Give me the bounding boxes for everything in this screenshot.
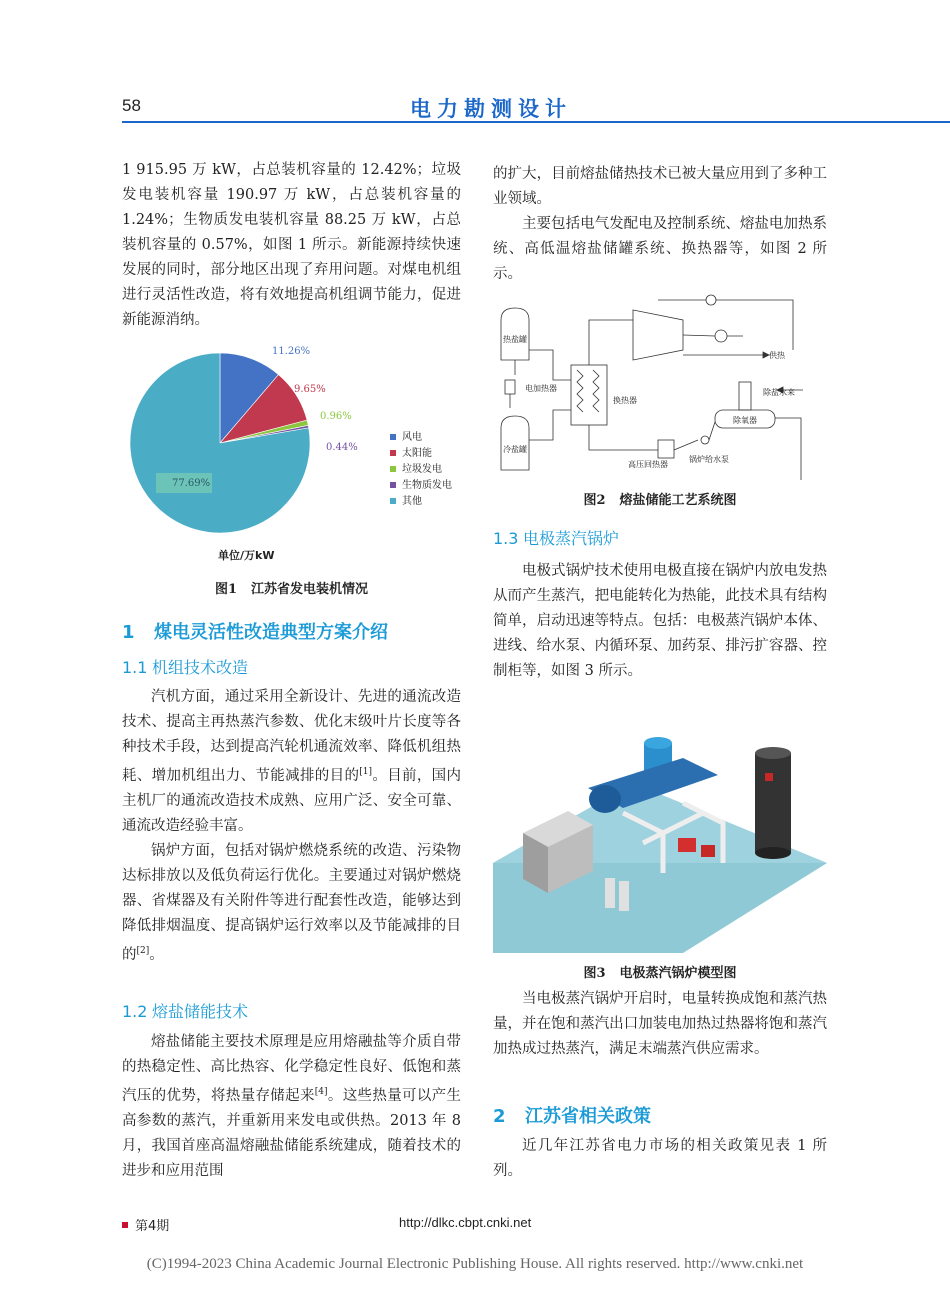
chart-unit: 单位/万kW [218,549,275,562]
section-1-1-body [122,685,461,968]
hot-tank-label: 热盐罐 [503,335,527,344]
cold-tank-shape [501,416,529,470]
hp-heater-shape [658,440,674,458]
section-1-3-heading [493,526,619,549]
paragraph-electrode: 电极式锅炉技术使用电极直接在锅炉内放电发热从而产生蒸汽，把电能转化为热能，此技术具有结构简单，启动迅速等特点。包括：电极蒸汽锅炉本体、进线、给水泵、内循环泵、加药泵、排污扩容器、控制柜等，如图 3 所示。 [493,563,827,679]
issue-number: 第4期 [135,1219,170,1234]
data-label: 11.26% [272,346,311,357]
boiler-column [755,753,791,853]
pipe [683,335,743,336]
copyright-notice: (C)1994-2023 China Academic Journal Electronic Publishing House. All rights reserved. http://www.cnki.net [146,1256,804,1272]
paragraph-turbine [122,685,461,839]
pump-red [701,845,715,857]
deaerator-column [739,382,751,410]
section-title: 江苏省相关政策 [525,1106,651,1127]
data-label: 9.65% [294,384,326,395]
text: 锅炉方面，包括对锅炉燃烧系统的改造、污染物达标排放以及低负荷运行优化。主要通过对锅炉燃烧器、省煤器及有关附件等进行配套性改造，能够达到降低排烟温度、提高锅炉运行效率以及节能减排的目的 [122,842,461,963]
exchanger-shape [571,365,607,425]
section-number: 1.3 [493,529,519,548]
legend-item [390,494,452,510]
section-1-heading [122,618,388,644]
boiler-model-image [493,713,827,953]
paragraph-boiler [122,839,461,968]
legend-swatch [390,482,396,488]
page-number: 58 [122,96,141,115]
section-title: 电极蒸汽锅炉 [523,529,620,548]
paragraph-policy: 近几年江苏省电力市场的相关政策见表 1 所列。 [493,1138,827,1179]
supply-label: 供热 [769,351,785,360]
desalt-water-label: 除盐水来 [763,388,795,397]
figure3-caption [493,962,827,981]
section-2-heading [493,1102,651,1128]
deaerator-label: 除氧器 [733,416,757,425]
data-label: 0.44% [326,442,358,453]
section-title: 熔盐储能技术 [152,1002,249,1021]
right-top-body [493,162,827,287]
legend-swatch [390,434,396,440]
journal-url[interactable]: http://dlkc.cbpt.cnki.net [399,1215,532,1230]
feed-pump-label: 锅炉给水泵 [689,455,729,464]
pipe [529,350,571,380]
pump-icon [701,436,709,444]
section-title: 机组技术改造 [152,658,249,677]
heater-label: 电加热器 [525,384,557,393]
generator-icon [706,295,716,305]
paragraph-startup: 当电极蒸汽锅炉开启时，电量转换成饱和蒸汽热量，并在饱和蒸汽出口加装电加热过热器将饱和蒸汽加热成过热蒸汽，满足末端蒸汽供应需求。 [493,991,827,1057]
citation: [1] [359,767,373,777]
section-number: 1 [122,622,135,643]
pump-red [678,838,696,852]
text: 。目前，国内主机厂的通流改造技术成熟、应用广泛、安全可靠、通流改造经验丰富。 [122,767,462,834]
legend-swatch [390,498,396,504]
intro-paragraph: 1 915.95 万 kW，占总装机容量的 12.42%；垃圾发电装机容量 190.97 万 kW，占总装机容量的 1.24%；生物质发电装机容量 88.25 万 kW，占总装机容量的 0.57%，如图 1 所示。新能源持续快速发展的同时，部分地区出现了弃用问题。对煤电机组进行灵活性改造，将有效地提高机组调节能力，促进新能源消纳。 [122,162,461,328]
column-indicator [765,773,773,781]
legend-swatch [390,450,396,456]
header-rule [122,121,950,123]
tank-end [589,785,621,813]
column-top [755,747,791,759]
process-diagram [493,290,833,480]
legend-swatch [390,466,396,472]
pipe [529,410,571,440]
section-1-2-body [122,1030,461,1184]
section-number: 1.2 [122,1002,148,1021]
figure2-caption [493,489,827,508]
text: 汽机方面，通过采用全新设计、先进的通流改造技术、提高主再热蒸汽参数、优化末级叶片长度等各种技术手段，达到提高汽轮机通流效率、降低机组热耗、增加机组出力、节能减排的目的 [122,689,461,784]
section-1-1-heading [122,655,248,678]
citation: [4] [314,1087,328,1097]
legend-item [390,462,452,478]
pipe [589,320,633,365]
text: 熔盐储能主要技术原理是应用熔融盐等介质自带的热稳定性、高比热容、化学稳定性良好、低饱和蒸汽压的优势，将热量存储起来 [122,1034,461,1104]
legend-item [390,430,452,446]
section-1-2-heading [122,999,248,1022]
paragraph-salt [122,1030,461,1184]
hp-heater-label: 高压回热器 [628,460,668,469]
small-tank [605,878,615,908]
caption-number: 图3 [583,966,606,981]
column-base [755,847,791,859]
hot-tank-shape [501,308,529,360]
paragraph-continued: 的扩大，目前熔盐储热技术已被大量应用到了多种工业领域。 [493,166,827,207]
pipe [589,425,658,450]
caption-number: 图1 [214,582,238,597]
caption-number: 图2 [583,493,606,508]
generator-icon [715,330,727,342]
legend-label: 风电 [402,432,422,443]
pipe [775,418,801,480]
legend-item [390,446,452,462]
legend-item [390,478,452,494]
left-intro [122,158,461,333]
figure1-caption [122,578,461,597]
caption-text: 熔盐储能工艺系统图 [619,493,737,508]
citation: [2] [136,945,150,956]
section-1-3-body [493,559,827,684]
boiler-model-drawing [493,713,827,953]
legend-label: 生物质发电 [402,480,452,491]
legend-label: 其他 [402,496,422,507]
small-tank [619,881,629,911]
footer-marker [122,1222,128,1228]
turbine-shape [633,310,683,360]
pipe [674,422,715,450]
data-label: 0.96% [320,411,352,422]
caption-text: 电极蒸汽锅炉模型图 [619,966,737,981]
pie-legend [390,430,452,510]
heater-shape [505,380,515,394]
section-2-body [493,1134,827,1184]
legend-label: 太阳能 [402,448,432,459]
section-number: 1.1 [122,658,148,677]
legend-label: 垃圾发电 [402,464,442,475]
startup-body [493,987,827,1062]
section-number: 2 [493,1106,506,1127]
paragraph-components: 主要包括电气发配电及控制系统、熔盐电加热系统、高低温熔盐储罐系统、换热器等，如图 2 所示。 [493,216,827,282]
text: 。 [149,946,164,963]
coil [577,370,599,412]
caption-text: 江苏省发电装机情况 [251,582,369,597]
pipe [658,300,793,350]
data-label: 77.69% [172,478,211,489]
cold-tank-label: 冷盐罐 [503,445,527,454]
journal-title: 电力勘测设计 [410,97,572,121]
section-title: 煤电灵活性改造典型方案介绍 [154,622,388,643]
tank-cap [644,737,672,749]
exchanger-label: 换热器 [613,396,637,405]
text: 。这些热量可以产生高参数的蒸汽，并重新用来发电或供热。2013 年 8 月，我国首座高温熔融盐储能系统建成，随着技术的进步和应用范围 [122,1087,462,1179]
